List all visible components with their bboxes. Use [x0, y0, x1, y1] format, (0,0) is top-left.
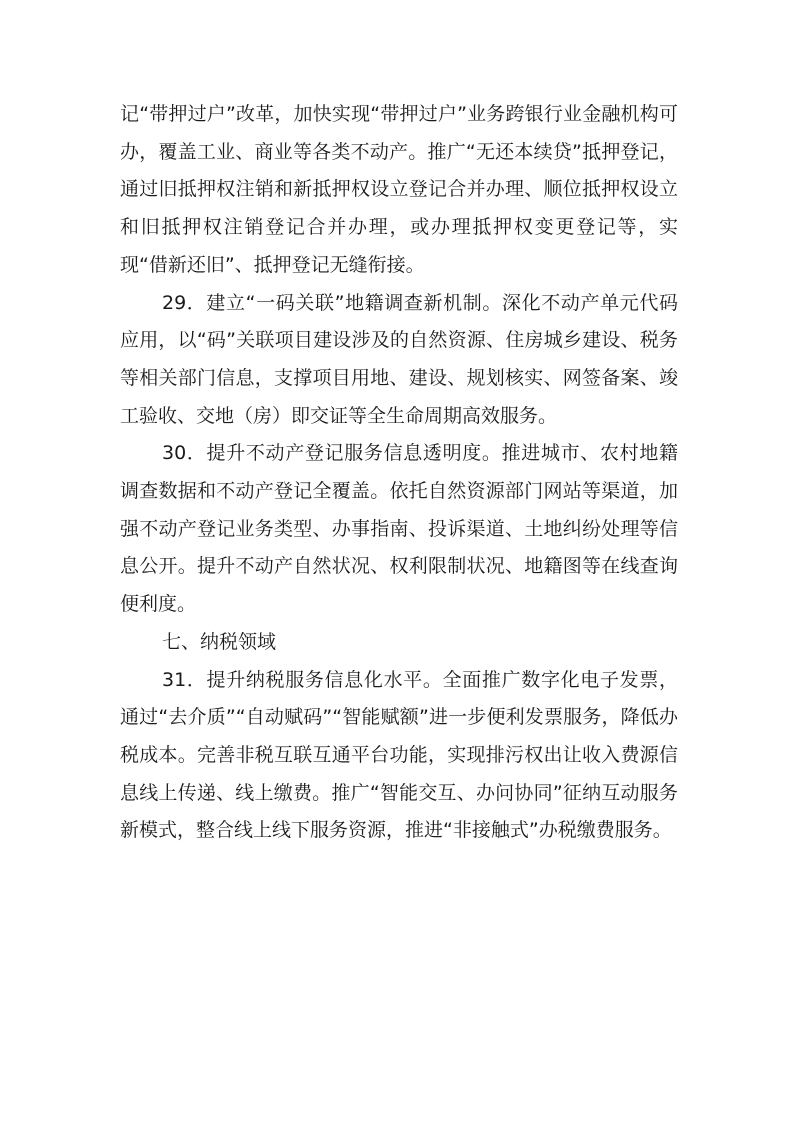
paragraph-continuation: 记“带押过户”改革，加快实现“带押过户”业务跨银行业金融机构可办，覆盖工业、商业等各类不动产。推广“无还本续贷”抵押登记，通过旧抵押权注销和新抵押权设立登记合并办理、顺位抵押权设立和旧抵押权注销登记合并办理，或办理抵押权变更登记等，实现“借新还旧”、抵押登记无缝衔接。	[120, 103, 678, 276]
section-heading-tax: 七、纳税领域	[162, 630, 277, 653]
paragraph-item-31: 31．提升纳税服务信息化水平。全面推广数字化电子发票，通过“去介质”“自动赋码”“智能赋额”进一步便利发票服务，降低办税成本。完善非税互联互通平台功能，实现排污权出让收入费源信息线上传递、线上缴费。推广“智能交互、办问协同”征纳互动服务新模式，整合线上线下服务资源，推进“非接触式”办税缴费服务。	[120, 668, 678, 842]
document-body	[120, 96, 678, 850]
paragraph-item-29: 29．建立“一码关联”地籍调查新机制。深化不动产单元代码应用，以“码”关联项目建设涉及的自然资源、住房城乡建设、税务等相关部门信息，支撑项目用地、建设、规划核实、网签备案、竣工验收、交地（房）即交证等全生命周期高效服务。	[120, 291, 678, 427]
paragraph-item-30: 30．提升不动产登记服务信息透明度。推进城市、农村地籍调查数据和不动产登记全覆盖。依托自然资源部门网站等渠道，加强不动产登记业务类型、办事指南、投诉渠道、土地纠纷处理等信息公开。提升不动产自然状况、权利限制状况、地籍图等在线查询便利度。	[120, 442, 678, 616]
